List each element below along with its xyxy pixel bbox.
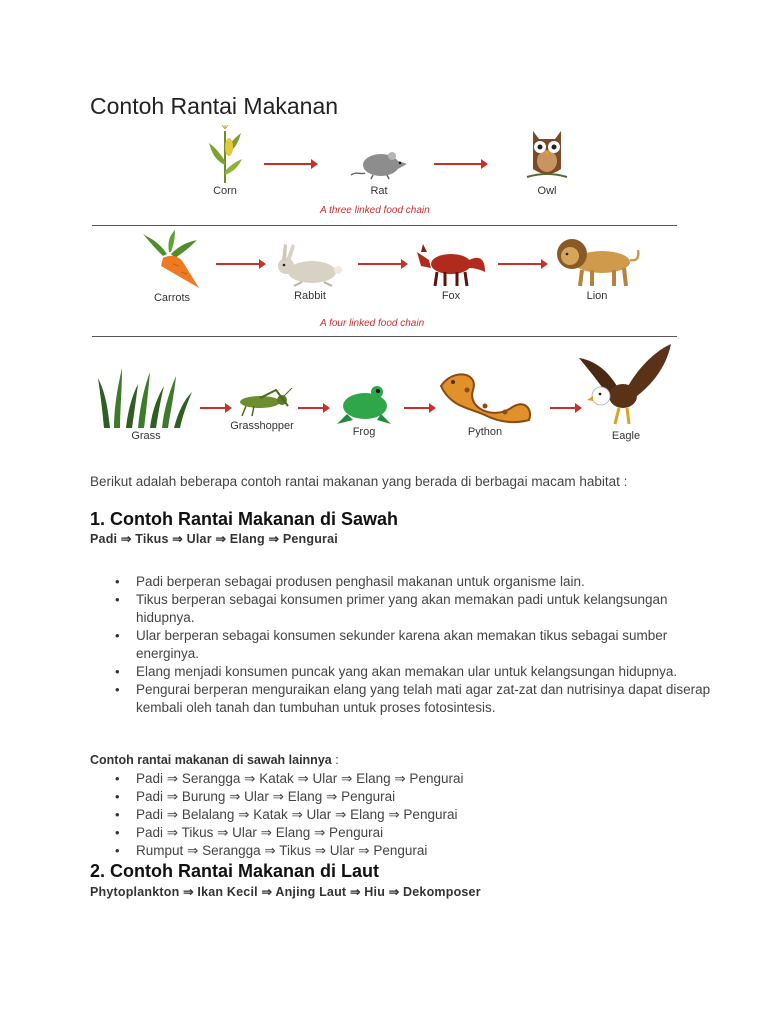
main-chain-laut: Phytoplankton ⇒ Ikan Kecil ⇒ Anjing Laut ⇒ Hiu ⇒ Dekomposer [90,885,481,899]
python-illustration [433,368,537,424]
organism-fox [414,238,488,302]
chain-arrow [298,407,328,409]
organism-frog [328,380,400,438]
list-item: • Elang menjadi konsumen puncak yang akan memakan ular untuk kelangsungan hidupnya. [136,663,726,681]
chain-caption: A three linked food chain [320,205,430,216]
list-item: • Padi berperan sebagai produsen penghasil makanan untuk organisme lain. [136,573,726,591]
chain-arrow [434,163,486,165]
organism-label-grass: Grass [131,430,161,442]
organism-carrots [136,230,208,304]
organism-owl [522,125,572,197]
organism-label-carrots: Carrots [153,292,191,304]
organism-corn [200,125,250,197]
chain-arrow [264,163,316,165]
chain-arrow [216,263,264,265]
lion-illustration [554,232,640,288]
rat-illustration [347,145,411,183]
fox-illustration [415,238,487,288]
organism-label-eagle: Eagle [611,430,641,442]
organism-rabbit [272,242,348,302]
organism-lion [552,232,642,302]
carrot-illustration [137,230,207,290]
divider [92,336,677,337]
organism-eagle [578,340,674,442]
list-item: • Pengurai berperan menguraikan elang yang telah mati agar zat-zat dan nutrisinya dapat diserap kembali oleh tanah dan tumbuhan untuk proses fotosintesis. [136,681,726,717]
chain-arrow [358,263,406,265]
organism-label-rat: Rat [370,185,388,197]
organism-label-owl: Owl [537,185,557,197]
food-chain-three [92,125,677,220]
roles-list [90,573,726,717]
other-chains-title-colon: : [331,753,339,767]
other-chains-title [90,753,339,767]
section-heading-laut: 2. Contoh Rantai Makanan di Laut [90,861,380,881]
organism-grasshopper [218,388,306,432]
divider [92,225,677,226]
organism-python [432,368,538,438]
organism-label-grasshopper: Grasshopper [230,420,294,432]
chain-arrow [404,407,434,409]
food-chain-four [92,230,677,330]
main-chain-sawah: Padi ⇒ Tikus ⇒ Ular ⇒ Elang ⇒ Pengurai [90,532,338,546]
eagle-illustration [579,340,673,428]
other-chains-list [90,770,736,860]
section-heading-sawah: 1. Contoh Rantai Makanan di Sawah [90,509,399,529]
chain-caption: A four linked food chain [320,318,425,329]
organism-rat [347,145,411,197]
list-item: • Padi ⇒ Belalang ⇒ Katak ⇒ Ular ⇒ Elang ⇒ Pengurai [136,806,736,824]
chain-arrow [498,263,546,265]
list-item: • Ular berperan sebagai konsumen sekunder karena akan memakan tikus sebagai sumber energinya. [136,627,726,663]
list-item: • Padi ⇒ Burung ⇒ Ular ⇒ Elang ⇒ Pengurai [136,788,736,806]
list-item: • Rumput ⇒ Serangga ⇒ Tikus ⇒ Ular ⇒ Pengurai [136,842,736,860]
frog-illustration [333,380,395,424]
organism-label-python: Python [467,426,503,438]
food-chain-five [92,340,677,455]
organism-label-rabbit: Rabbit [294,290,326,302]
chain-arrow [550,407,580,409]
list-item: • Padi ⇒ Tikus ⇒ Ular ⇒ Elang ⇒ Pengurai [136,824,736,842]
grasshopper-illustration [230,388,294,418]
intro-text: Berikut adalah beberapa contoh rantai makanan yang berada di berbagai macam habitat : [90,474,628,489]
corn-illustration [205,125,245,183]
grass-illustration [98,366,194,428]
page-title: Contoh Rantai Makanan [90,93,339,119]
other-chains-title-text: Contoh rantai makanan di sawah lainnya [90,753,332,767]
organism-grass [98,366,194,442]
owl-illustration [525,125,569,183]
organism-label-fox: Fox [441,290,461,302]
organism-label-corn: Corn [213,185,237,197]
organism-label-lion: Lion [586,290,608,302]
list-item: • Padi ⇒ Serangga ⇒ Katak ⇒ Ular ⇒ Elang ⇒ Pengurai [136,770,736,788]
rabbit-illustration [272,242,348,288]
list-item: • Tikus berperan sebagai konsumen primer yang akan memakan padi untuk kelangsungan hidupnya. [136,591,726,627]
organism-label-frog: Frog [352,426,376,438]
